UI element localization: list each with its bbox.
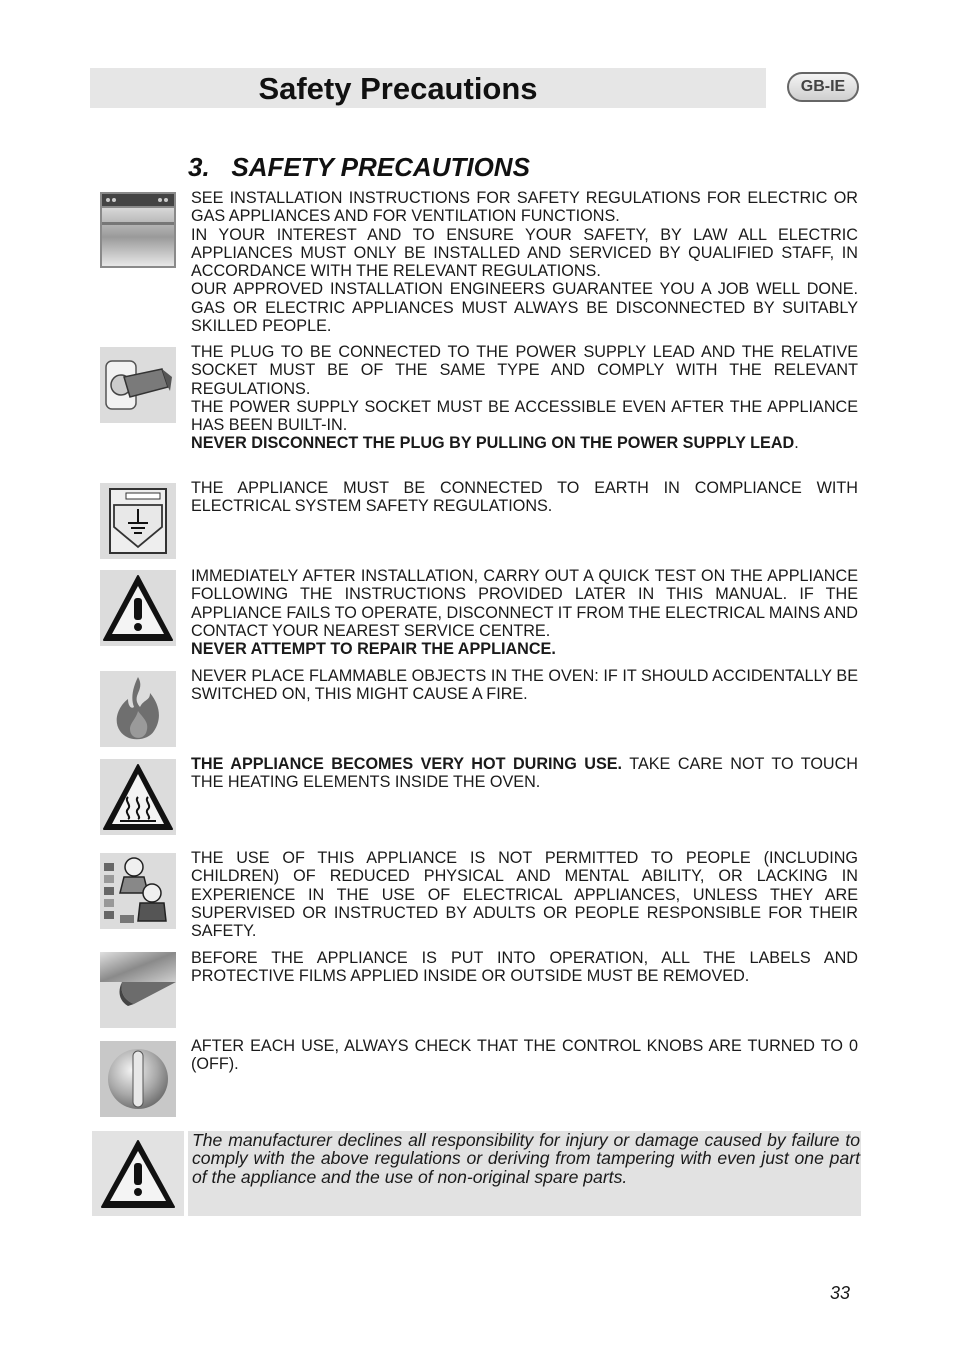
paragraph: IN YOUR INTEREST AND TO ENSURE YOUR SAFETY, BY LAW ALL ELECTRIC APPLIANCES MUST ONLY BE INSTALLED AND SERVICED BY QUALIFIED STAFF, IN ACCORDANCE WITH THE RELEVANT REGULATIONS. [191, 225, 858, 281]
header-bar [90, 68, 766, 108]
paragraph: THE APPLIANCE MUST BE CONNECTED TO EARTH IN COMPLIANCE WITH ELECTRICAL SYSTEM SAFETY REGULATIONS. [191, 479, 858, 516]
section-title-text: SAFETY PRECAUTIONS [231, 152, 530, 182]
plug-socket-icon [100, 347, 176, 423]
language-badge: GB-IE [787, 72, 859, 102]
paragraph: IMMEDIATELY AFTER INSTALLATION, CARRY OUT A QUICK TEST ON THE APPLIANCE FOLLOWING THE INSTRUCTIONS PROVIDED LATER IN THIS MANUAL. IF THE APPLIANCE FAILS TO OPERATE, DISCONNECT IT FROM THE ELECTRICAL MAINS AND CONTACT YOUR NEAREST SERVICE CENTRE. [191, 567, 858, 640]
paragraph: SEE INSTALLATION INSTRUCTIONS FOR SAFETY REGULATIONS FOR ELECTRIC OR GAS APPLIANCES AND FOR VENTILATION FUNCTIONS. [191, 189, 858, 226]
text-block-knobs [191, 1037, 858, 1074]
children-icon [100, 853, 176, 929]
paragraph: THE PLUG TO BE CONNECTED TO THE POWER SUPPLY LEAD AND THE RELATIVE SOCKET MUST BE OF THE SAME TYPE AND COMPLY WITH THE RELEVANT REGULATIONS. [191, 343, 858, 398]
hot-surface-icon [100, 759, 176, 835]
text-block-labels [191, 949, 858, 986]
section-title [188, 152, 530, 183]
text-block-flammable [191, 667, 858, 704]
paragraph: NEVER PLACE FLAMMABLE OBJECTS IN THE OVEN: IF IT SHOULD ACCIDENTALLY BE SWITCHED ON, THIS MIGHT CAUSE A FIRE. [191, 667, 858, 704]
bold-warning: NEVER DISCONNECT THE PLUG BY PULLING ON THE POWER SUPPLY LEAD [191, 434, 795, 453]
protective-film-icon [100, 952, 176, 1028]
page-number: 33 [830, 1283, 851, 1303]
text-block-hot [191, 755, 858, 792]
warning-triangle-icon [100, 570, 176, 646]
warning-triangle-icon [92, 1131, 184, 1216]
flame-icon [100, 671, 176, 747]
text-block-plug [191, 343, 858, 453]
page-title: Safety Precautions [258, 71, 538, 106]
text-block-children [191, 849, 858, 940]
earth-ground-icon [100, 483, 176, 559]
paragraph: AFTER EACH USE, ALWAYS CHECK THAT THE CONTROL KNOBS ARE TURNED TO 0 (OFF). [191, 1037, 858, 1074]
bold-warning: NEVER ATTEMPT TO REPAIR THE APPLIANCE. [191, 640, 556, 659]
paragraph: THE APPLIANCE BECOMES VERY HOT DURING USE. TAKE CARE NOT TO TOUCH THE HEATING ELEMENTS INSIDE THE OVEN. [191, 755, 858, 792]
bold-warning: THE APPLIANCE BECOMES VERY HOT DURING USE. [191, 755, 623, 773]
text-block-earth [191, 479, 858, 516]
disclaimer-text: The manufacturer declines all responsibility for injury or damage caused by failure to comply with the above regulations or deriving from tampering with even just one part of the appliance and the use of non-original spare parts. [192, 1130, 860, 1187]
paragraph: BEFORE THE APPLIANCE IS PUT INTO OPERATION, ALL THE LABELS AND PROTECTIVE FILMS APPLIED INSIDE OR OUTSIDE MUST BE REMOVED. [191, 949, 858, 986]
section-number: 3. [188, 152, 210, 182]
paragraph: THE POWER SUPPLY SOCKET MUST BE ACCESSIBLE EVEN AFTER THE APPLIANCE HAS BEEN BUILT-IN. [191, 397, 858, 435]
control-knob-icon [100, 1041, 176, 1117]
paragraph: NEVER DISCONNECT THE PLUG BY PULLING ON THE POWER SUPPLY LEAD. [191, 434, 799, 453]
paragraph [191, 640, 858, 658]
disclaimer-icon-panel [92, 1131, 184, 1216]
text-block-test [191, 567, 858, 658]
paragraph: THE USE OF THIS APPLIANCE IS NOT PERMITTED TO PEOPLE (INCLUDING CHILDREN) OF REDUCED PHYSICAL AND MENTAL ABILITY, OR LACKING IN EXPERIENCE IN THE USE OF ELECTRICAL APPLIANCES, UNLESS THEY ARE SUPERVISED OR INSTRUCTED BY ADULTS OR PEOPLE RESPONSIBLE FOR THEIR SAFETY. [191, 849, 858, 941]
paragraph: OUR APPROVED INSTALLATION ENGINEERS GUARANTEE YOU A JOB WELL DONE. GAS OR ELECTRIC APPLIANCES MUST ALWAYS BE DISCONNECTED BY SUITABLY SKILLED PEOPLE. [191, 280, 858, 336]
text-block-installation [191, 189, 858, 335]
oven-icon [100, 192, 176, 268]
